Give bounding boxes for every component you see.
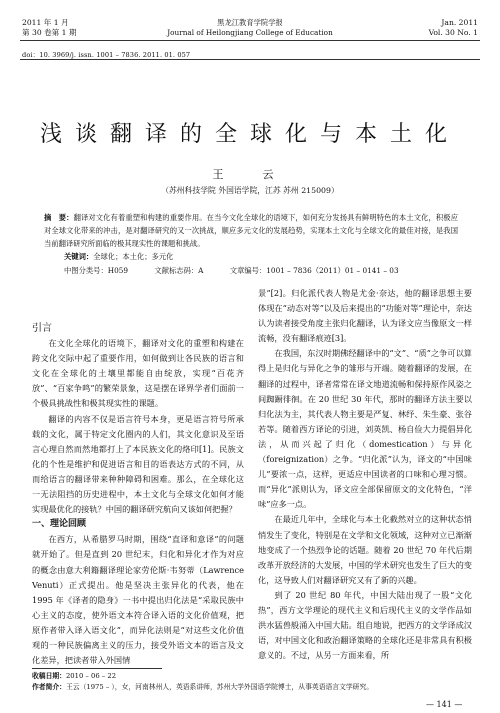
issue-volume: 第 30 卷第 1 期 bbox=[22, 28, 77, 37]
header-rule bbox=[20, 40, 480, 41]
document-code: 文献标志码：A bbox=[154, 266, 204, 275]
right-column bbox=[258, 286, 472, 663]
issue-volume-en: Vol. 30 No. 1 bbox=[428, 28, 478, 37]
doi: doi：10. 3969/j. issn. 1001 – 7836. 2011. 01. 057 bbox=[22, 51, 191, 59]
keywords bbox=[64, 252, 173, 262]
received-label: 收稿日期： bbox=[32, 672, 66, 680]
right-paragraph-2: 在我国，东汉时期佛经翻译中的“文”、“质”之争可以算得上是归化与异化之争的雏形与开端。随着翻译的发展，在翻译的过程中，译者常常在译文地道流畅和保持原作风姿之间踟蹰徘徊。在 20 世纪 30 年代，那时的翻译方法主要以归化法为主，其代表人物主要是严复、林纾、朱生豪、张谷若等。随着西方译论的引进，刘英凯、杨自俭大力提倡异化法，从而兴起了归化（domestication）与异化（foreignization）之争。“归化派”认为，译文的“中国味儿”要浓一点，这样，更适应中国读者的口味和心理习惯。而“异化”派则认为，译文应全部保留原文的文化特色，“洋味”应多一点。 bbox=[258, 348, 472, 510]
footnote-rule bbox=[32, 668, 162, 669]
left-paragraph-2: 翻译的内容不仅是语言符号本身，更是语言符号所承载的文化，属于特定文化圈内的人们，其文化意识及至语言心理自然而然地都打上了本民族文化的烙印[1]。民族文化的个性是维护和促进语言和目的语表达方式的不同，从而给语言的翻译带来种种障碍和困难。那么，在全球化这一无法阻挡的历史进程中，本土文化与全球文化如何才能实现最优化的接轨？中国的翻译研究航向又该如何把握？ bbox=[32, 413, 244, 515]
article-number: 文章编号：1001 – 7836（2011）01 – 0141 – 03 bbox=[229, 266, 399, 275]
header-right bbox=[429, 18, 478, 38]
page-number: — 141 — bbox=[426, 700, 463, 709]
footnote bbox=[32, 671, 472, 693]
right-paragraph-4: 到了 20 世纪 80 年代，中国大陆出现了一股“文化热”，西方文学理论的现代主义和后现代主义的文学作品如洪水猛兽般涌入中国大陆。组自地说，把西方的文学译成汉语，对中国文化和政治翻译策略的全球化还是非常具有积极意义的。不过，从另一方面来看，所 bbox=[258, 589, 472, 661]
doi-rule bbox=[20, 59, 480, 60]
right-paragraph-1: 景”[2]。归化派代表人物是尤金·奈达，他的翻译思想主要体现在“动态对等”以及后来提出的“功能对等”理论中，奈达认为读者接受角度主张归化翻译，认为译文应当像原文一样流畅，没有翻译痕迹[3]。 bbox=[258, 288, 472, 344]
left-paragraph-3: 在西方，从希腊罗马时期，围绕“直译和意译”的问题就开始了。但是直到 20 世纪末，归化和异化才作为对应的概念由意大利籍翻译理论家劳伦斯·韦努蒂（Lawrence Venuti）正式提出。他是坚决主张异化的代表，他在 1995 年《译者的隐身》一书中提出归化法是“采取民族中心主义的态度，使外语文本符合译入语的文化价值观，把原作者带入译入语文化”，而异化法则是“对这些文化价值观的一种民族偏离主义的压力，接受外语文本的语言及文化差异，把读者带入外国情 bbox=[32, 534, 244, 666]
left-paragraph-1: 在文化全球化的语境下，翻译对文化的重塑和构建在跨文化交际中起了重要作用，如何做到让各民族的语言和文化在全球化的土壤里都能自由绽放，实现“百花齐放”、“百家争鸣”的繁荣景象，这是摆在译界学者们面前一个极具挑战性和极其现实性的课题。 bbox=[32, 338, 244, 409]
issue-date: 2011 年 1 月 bbox=[22, 18, 69, 27]
author-bio-value: 王云（1975 – ），女，河南林州人，英语系讲师，苏州大学外国语学院博士，从事英语语言文学研究。 bbox=[65, 683, 374, 691]
right-paragraph-3: 在最近几年中，全球化与本土化截然对立的这种状态悄悄发生了变化，特别是在文学和文化领域，这种对立已渐渐地变成了一个热烈争论的话题。随着 20 世纪 70 年代后期改革开放经济的大发展，中国的学术研究也发生了巨大的变化，这导致人们对翻译研究又有了新的兴趣。 bbox=[258, 514, 472, 585]
author-bio bbox=[32, 682, 472, 693]
abstract-text: 翻译对文化有着重塑和构建的重要作用。在当今文化全球化的语境下，如何充分发扬具有鲜明特色的本土文化，积极应对全球文化带来的冲击，是对翻译研究的又一次挑战，顺应多元文化的发展趋势，实现本土文化与全球文化的最佳对接，是我国当前翻译研究所面临的极其现实性的课题和挑战。 bbox=[44, 213, 458, 248]
abstract bbox=[44, 211, 458, 250]
journal-name-cn: 黑龙江教育学院学报 bbox=[217, 18, 283, 27]
received-value: 2010 – 06 – 22 bbox=[65, 672, 117, 680]
section-1-heading: 一、理论回顾 bbox=[32, 519, 87, 530]
author-name: 王 云 bbox=[212, 168, 288, 181]
keywords-label: 关键词： bbox=[64, 252, 94, 261]
issue-date-en: Jan. 2011 bbox=[441, 18, 478, 27]
article-title: 浅谈翻译的全球化与本土化 bbox=[39, 122, 460, 147]
author-bio-label: 作者简介： bbox=[32, 683, 66, 691]
author-affiliation: （苏州科技学院 外国语学院，江苏 苏州 215009） bbox=[161, 186, 339, 195]
classification-row bbox=[64, 266, 464, 276]
header-center bbox=[150, 18, 350, 38]
header-left bbox=[22, 18, 77, 38]
left-column bbox=[32, 321, 244, 668]
clc-number: 中图分类号：H059 bbox=[64, 266, 129, 275]
keywords-text: 全球化；本土化；多元化 bbox=[93, 252, 174, 261]
abstract-label: 摘 要： bbox=[44, 213, 74, 222]
received-date bbox=[32, 671, 472, 682]
intro-heading: 引言 bbox=[32, 323, 52, 334]
journal-name-en: Journal of Heilongjiang College of Education bbox=[167, 28, 333, 37]
